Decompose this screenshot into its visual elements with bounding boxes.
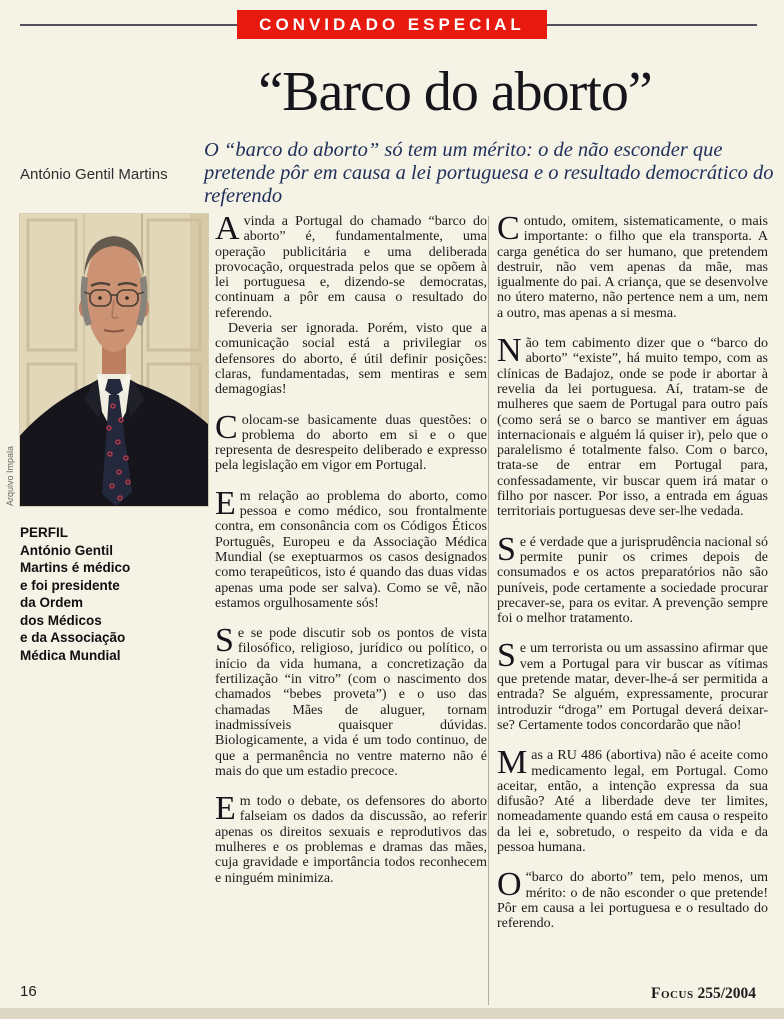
paragraph — [497, 210, 768, 321]
section-banner — [237, 10, 547, 39]
profile-line: e foi presidente — [20, 577, 120, 593]
column-divider — [488, 216, 489, 1005]
dropcap: S — [497, 530, 516, 568]
paragraph-text: vinda a Portugal do chamado “barco do aborto” é, fundamentalmente, uma operação publicitária e uma deliberada provocação, orquestrada pelos que se opõem à lei portuguesa e, dizendo-se democratas, continuam a pôr em causa o resultado do referendo. — [215, 214, 487, 321]
magazine-footer — [651, 985, 756, 1003]
paragraph-text: olocam-se basicamente duas questões: o problema do aborto em si e o que representa de desrespeito deliberado e expresso pela legislação em vigor em Portugal. — [215, 412, 487, 474]
profile-line: e da Associação — [20, 630, 126, 645]
article-lede: O “barco do aborto” só tem um mérito: o de não esconder que pretende pôr em causa a lei portuguesa e o resultado democrático do referendo — [204, 139, 774, 207]
dropcap: S — [215, 622, 234, 660]
dropcap: N — [497, 332, 522, 370]
section-banner-label: CONVIDADO ESPECIAL — [259, 14, 525, 34]
magazine-name: Focus — [651, 985, 694, 1002]
paragraph-text: m todo o debate, os defensores do aborto falseiam os dados da discussão, ao referir apenas os direitos sexuais e reprodutivos das mulheres e os problemas e dramas das mães, cuja gravidade e importância todos reconhecem e ninguém minimiza. — [215, 794, 487, 886]
portrait-photo — [20, 214, 208, 506]
dropcap: C — [215, 408, 238, 446]
dropcap: A — [215, 210, 240, 247]
article-title: “Barco do aborto” — [258, 61, 652, 123]
dropcap: E — [215, 790, 236, 828]
profile-line: Médica Mundial — [20, 647, 121, 663]
paragraph-text: Deveria ser ignorada. Porém, visto que a comunicação social está a privilegiar os defensores do aborto, é útil definir posições: claras, fundamentadas, sem mentiras e sem demagogias! — [215, 321, 487, 398]
paragraph — [215, 790, 487, 886]
dropcap: E — [215, 484, 236, 522]
paragraph-text: ão tem cabimento dizer que o “barco do aborto” “existe”, há muito tempo, com as clínicas de Badajoz, onde se pode ir abortar à revelia da lei portuguesa. Aí, tratam-se de mulheres que saem de Portugal para outro país (como será se o barco se mantiver em águas internacionais e alguém lá quiser ir), pelo que o paralelismo é totalmente falso. Com o barco, trata-se de entrar em Portugal para, confessadamente, vir buscar quem irá matar o filho por nascer. Por isso, a entrada em águas territoriais portuguesas deve ser-lhe vedada. — [497, 336, 768, 520]
article-column-left — [215, 210, 487, 886]
paragraph-text: as a RU 486 (abortiva) não é aceite como medicamento legal, em Portugal. Como aceitar, então, a intenção expressa da sua difusão? Até a liberdade deve ter limites, nomeadamente quando está em causa o respeito da lei e, sobretudo, o respeito da vida e da pessoa humana. — [497, 748, 768, 855]
photo-credit: Arquivo Impala — [5, 445, 15, 506]
paragraph — [215, 321, 487, 397]
top-rule-left — [20, 24, 237, 26]
profile-line: da Ordem — [20, 595, 84, 610]
profile-caption — [20, 524, 206, 664]
magazine-issue: 255/2004 — [697, 985, 756, 1002]
paragraph-text: e um terrorista ou um assassino afirmar que vem a Portugal para vir buscar as vítimas que pretende matar, dever-lhe-á ser permitida a entrada? Se alguém, expressamente, procurar introduzir “droga” em Portugal deverá deixar-se? Certamente todos concordarão que não! — [497, 641, 768, 733]
paragraph — [497, 530, 768, 627]
profile-line: António Gentil — [20, 542, 113, 558]
paragraph-text: ontudo, omitem, sistematicamente, o mais importante: o filho que ela transporta. A carga genética do ser humano, que pretendem destruir, não vem apenas da mãe, mas igualmente do pai. A criança, que se desenvolve no útero materno, não pertence nem a um, nem a outro, mas apenas a si mesma. — [497, 214, 768, 321]
author-name: António Gentil Martins — [20, 166, 168, 183]
paragraph — [497, 332, 768, 520]
paragraph — [215, 622, 487, 779]
paragraph — [215, 484, 487, 611]
paragraph — [215, 408, 487, 474]
paragraph — [497, 637, 768, 733]
dropcap: O — [497, 866, 522, 904]
page-bottom-edge — [0, 1008, 784, 1019]
paragraph-text: m relação ao problema do aborto, como pessoa e como médico, sou frontalmente contra, em consonância com os Códigos Éticos Português, Europeu e da Associação Médica Mundial (se exeptuarmos os casos designados como terapeûticos, isto é quando das duas vidas apenas uma pode ser salva). Como se vê, não estamos orgulhosamente sós! — [215, 488, 487, 611]
dropcap: M — [497, 744, 528, 782]
dropcap: C — [497, 210, 520, 247]
paragraph-text: e é verdade que a jurisprudência nacional só permite punir os crimes depois de consumados e os actos preparatórios não são puníveis, pode certamente a sociedade procurar precaver-se, para os evitar. A prevenção sempre foi o melhor tratamento. — [497, 534, 768, 627]
paragraph-text: “barco do aborto” tem, pelo menos, um mérito: o de não esconder o que pretende! Pôr em causa a lei portuguesa e o resultado do referendo. — [497, 870, 768, 932]
paragraph — [497, 744, 768, 855]
dropcap: S — [497, 637, 516, 675]
paragraph — [497, 866, 768, 932]
top-rule-right — [547, 24, 757, 26]
profile-line: dos Médicos — [20, 612, 102, 628]
profile-line: Martins é médico — [20, 560, 131, 575]
paragraph-text: e se pode discutir sob os pontos de vista filosófico, religioso, jurídico ou político, o início da vida humana, a concretização da fertilização “in vitro” (com o nascimento dos chamados “bebes proveta”) e o uso das chamadas Mães de aluguer, tornam inadmissíveis quaisquer dúvidas. Biologicamente, a vida é um todo continuo, de que a permanência no ventre materno não é mais do que um estadio precoce. — [215, 626, 487, 779]
paragraph — [215, 210, 487, 321]
article-column-right — [497, 210, 768, 932]
page-number: 16 — [20, 983, 37, 1000]
profile-label: PERFIL — [20, 525, 69, 540]
